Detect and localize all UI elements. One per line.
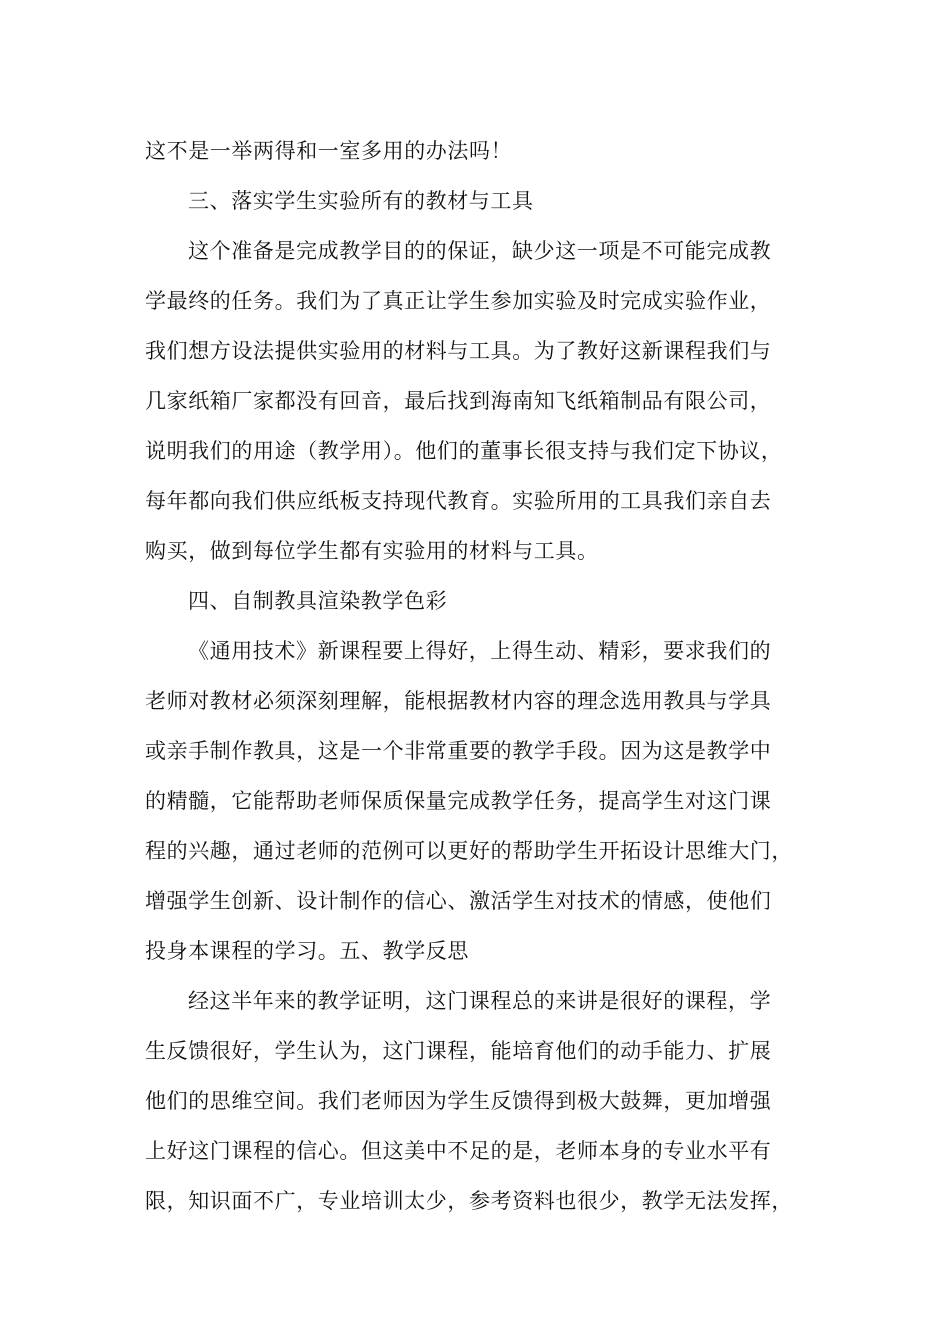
text-line: 这不是一举两得和一室多用的办法吗！ — [145, 139, 513, 163]
text-line: 他们的思维空间。我们老师因为学生反馈得到极大鼓舞，更加增强 — [145, 1089, 772, 1113]
text-line: 几家纸箱厂家都没有回音，最后找到海南知飞纸箱制品有限公司， — [145, 389, 772, 413]
text-line: 这个准备是完成教学目的的保证，缺少这一项是不可能完成教 — [188, 239, 772, 263]
text-line: 上好这门课程的信心。但这美中不足的是，老师本身的专业水平有 — [145, 1139, 772, 1163]
text-line: 限，知识面不广，专业培训太少，参考资料也很少，教学无法发挥， — [145, 1189, 793, 1213]
text-line: 我们想方设法提供实验用的材料与工具。为了教好这新课程我们与 — [145, 339, 772, 363]
text-line: 增强学生创新、设计制作的信心、激活学生对技术的情感，使他们 — [145, 889, 772, 913]
text-line: 说明我们的用途（教学用）。他们的董事长很支持与我们定下协议， — [145, 439, 783, 463]
text-line: 购买，做到每位学生都有实验用的材料与工具。 — [145, 539, 599, 563]
text-line: 或亲手制作教具，这是一个非常重要的教学手段。因为这是教学中 — [145, 739, 772, 763]
text-line: 每年都向我们供应纸板支持现代教育。实验所用的工具我们亲自去 — [145, 489, 772, 513]
section-heading: 四、自制教具渲染教学色彩 — [188, 589, 448, 613]
text-line: 老师对教材必须深刻理解，能根据教材内容的理念选用教具与学具 — [145, 689, 772, 713]
text-line: 学最终的任务。我们为了真正让学生参加实验及时完成实验作业， — [145, 289, 772, 313]
text-line: 《通用技术》新课程要上得好，上得生动、精彩，要求我们的 — [188, 639, 772, 663]
text-line: 程的兴趣，通过老师的范例可以更好的帮助学生开拓设计思维大门， — [145, 839, 793, 863]
text-line: 投身本课程的学习。五、教学反思 — [145, 939, 469, 963]
text-line: 经这半年来的教学证明，这门课程总的来讲是很好的课程，学 — [188, 989, 772, 1013]
section-heading: 三、落实学生实验所有的教材与工具 — [188, 189, 534, 213]
text-line: 生反馈很好，学生认为，这门课程，能培育他们的动手能力、扩展 — [145, 1039, 772, 1063]
text-line: 的精髓，它能帮助老师保质保量完成教学任务，提高学生对这门课 — [145, 789, 772, 813]
